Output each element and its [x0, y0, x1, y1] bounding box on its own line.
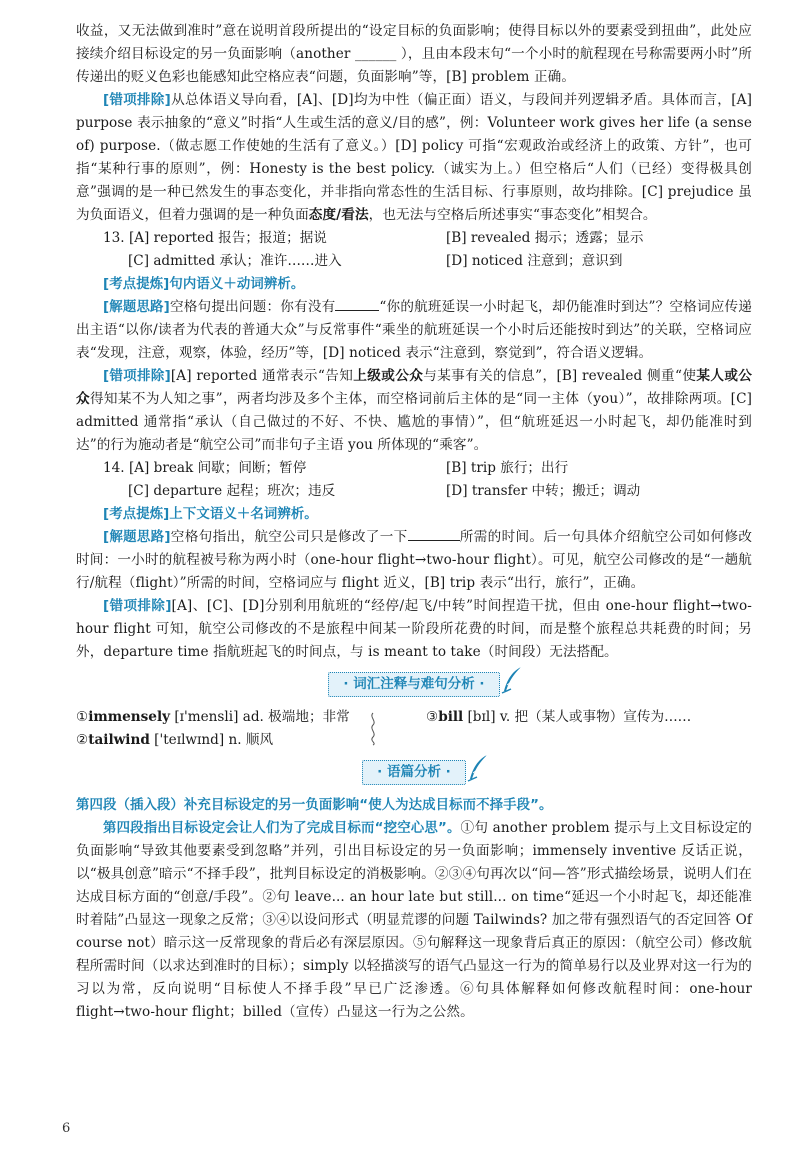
vocab-banner: · 词汇注释与难句分析 ·	[328, 672, 499, 697]
q14-jieti-paragraph: [解题思路]空格句指出，航空公司只是修改了一下 所需的时间。后一句具体介绍航空公司如何修改时间：一小时的航程被号称为两小时（one-hour flight→two-hour flight）。可见，航空公司修改的是“一趟航行/航程（flight）”所需的时间，空格词应与 flight 近义，[B] trip 表示“出行，旅行”，正确。	[76, 529, 753, 591]
q14-option-b: [B] trip 旅行；出行	[446, 460, 569, 476]
quill-icon	[465, 753, 491, 783]
q13-options	[76, 227, 752, 273]
vocab-left	[76, 706, 406, 752]
vocab-banner-wrap	[76, 672, 752, 698]
separator-squiggle-icon	[368, 712, 378, 746]
discourse-banner: · 语篇分析 ·	[362, 760, 466, 785]
intro-paragraph: 收益，又无法做到准时”意在说明首段所提出的“设定目标的负面影响；使得目标以外的要素受到扭曲”，此处应接续介绍目标设定的另一负面影响（another ______ ），且由本段末句“一个小时的航程现在号称需要两小时”所传递出的贬义色彩也能感知此空格应表“问题，负面影响”等，[B] problem 正确。	[76, 23, 752, 85]
q14-option-a: 14. [A] break 间歇；间断；暂停	[103, 460, 307, 476]
q13-option-d: [D] noticed 注意到；意识到	[446, 253, 623, 269]
answer-blank	[408, 527, 460, 541]
q13-kaodian: [考点提炼]句内语义＋动词辨析。	[103, 277, 305, 292]
answer-blank	[335, 297, 379, 311]
quill-icon	[499, 665, 525, 695]
page-number: 6	[62, 1121, 71, 1136]
q13-option-a: 13. [A] reported 报告；报道；据说	[103, 230, 327, 246]
error-exclusion-tag: [错项排除]	[103, 93, 171, 108]
q14-option-d: [D] transfer 中转；搬迁；调动	[446, 483, 641, 499]
vocab-item-immensely: ①immensely [ɪ'mensli] ad. 极端地；非常	[76, 709, 350, 725]
vocab-item-bill: ③bill [bɪl] v. 把（某人或事物）宣传为……	[426, 709, 692, 725]
q13-jieti-paragraph: [解题思路]空格句提出问题：你有没有 “你的航班延误一小时起飞，却仍能准时到达”？空格词应传递出主语“以你/读者为代表的普通大众”与反常事件“乘坐的航班延误一个小时后还能按时到达”的关联，空格词应表“发现，注意，观察，体验，经历”等，[D] noticed 表示“注意到，察觉到”，符合语义逻辑。	[76, 299, 753, 361]
vocab-item-tailwind: ②tailwind ['teɪlwɪnd] n. 顺风	[76, 732, 274, 748]
section4-analysis: 第四段指出目标设定会让人们为了完成目标而“挖空心思”。①句 another problem 提示与上文目标设定的负面影响“导致其他要素受到忽略”并列，引出目标设定的另一负面影响；immensely inventive 反话正说，以“极具创意”暗示“不择手段”，批判目标设定的消极影响。②③④句再次以“问—答”形式描绘场景，说明人们在达成目标方面的“创意/手段”。②句 leave... an hour late but still... on time“延迟一个小时起飞，却还能准时着陆”凸显这一现象之反常；③④以设问形式（明显荒谬的问题 Tailwinds? 加之带有强烈语气的否定回答 Of course not）暗示这一反常现象的背后必有深层原因。⑤句解释这一现象背后真正的原因：（航空公司）修改航程所需时间（以求达到准时的目标）；simply 以轻描淡写的语气凸显这一行为的简单易行以及业界对这一行为的习以为常，反向说明“目标使人不择手段”早已广泛渗透。⑥句具体解释如何修改航程时间：one-hour flight→two-hour flight；billed（宣传）凸显这一行为之公然。	[76, 820, 752, 1020]
q14-kaodian: [考点提炼]上下文语义＋名词辨析。	[103, 507, 318, 522]
q14-options	[76, 457, 752, 503]
q13-option-c: [C] admitted 承认；准许……进入	[128, 253, 342, 269]
q14-error-paragraph: [错项排除][A]、[C]、[D]分别利用航班的“经停/起飞/中转”时间捏造干扰，但由 one-hour flight→two-hour flight 可知，航空公司修改的不是旅程中间某一阶段所花费的时间，而是整个旅程总共耗费的时间；另外，departure time 指航班起飞的时间点，与 is meant to take（时间段）无法搭配。	[76, 598, 752, 660]
content	[76, 20, 752, 1024]
discourse-banner-wrap	[76, 760, 752, 786]
section4-heading: 第四段（插入段）补充目标设定的另一负面影响“使人为达成目标而不择手段”。	[76, 798, 553, 813]
q13-option-b: [B] revealed 揭示；透露；显示	[446, 230, 644, 246]
q14-option-c: [C] departure 起程；班次；违反	[128, 483, 336, 499]
vocab-list	[76, 706, 752, 752]
q12-error-paragraph: [错项排除]从总体语义导向看，[A]、[D]均为中性（偏正面）语义，与段间并列逻辑矛盾。具体而言，[A] purpose 表示抽象的“意义”时指“人生或生活的意义/目的感”，例：Volunteer work gives her life (a sense of) purpose.（做志愿工作使她的生活有了意义。）[D] policy 可指“宏观政治或经济上的政策、方针”，也可指“某种行事的原则”，例：Honesty is the best policy.（诚实为上。）但空格后“人们（已经）变得极具创意”强调的是一种已然发生的事态变化，并非指向常态性的生活目标、行事原则，故均排除。[C] prejudice 虽为负面语义，但着力强调的是一种负面态度/看法，也无法与空格后所述事实“事态变化”相契合。	[76, 92, 752, 223]
q13-error-paragraph: [错项排除][A] reported 通常表示“告知上级或公众与某事有关的信息”，[B] revealed 侧重“使某人或公众得知某不为人知之事”，两者均涉及多个主体，而空格词前后主体的是“同一主体（you）”，故排除两项。[C] admitted 通常指“承认（自己做过的不好、不快、尴尬的事情）”，但“航班延迟一小时起飞，却仍能准时到达”的行为施动者是“航空公司”而非句子主语 you 所体现的“乘客”。	[76, 368, 753, 453]
